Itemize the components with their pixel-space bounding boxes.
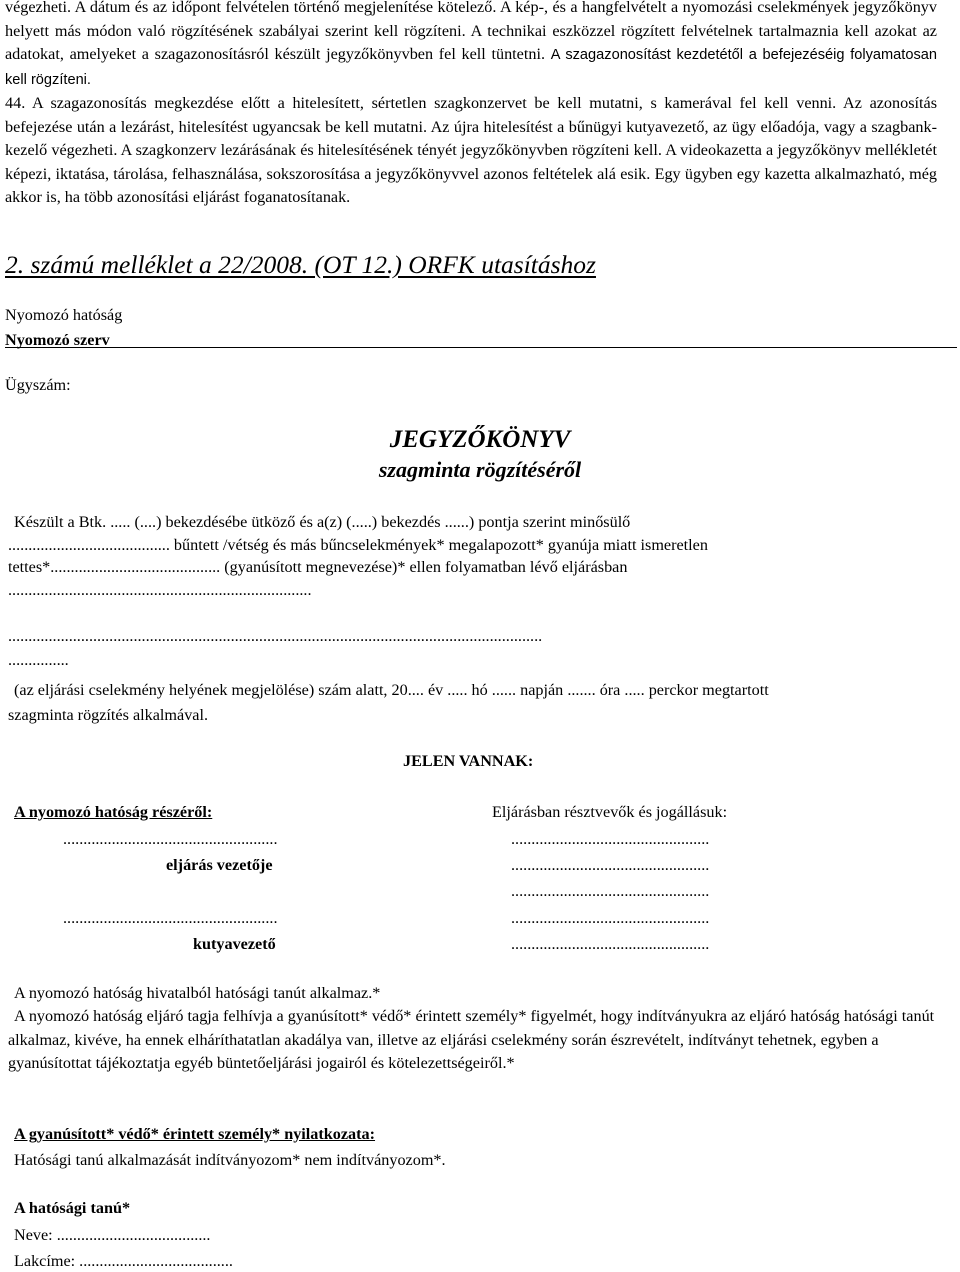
intro-paragraph-1-serif: végezheti. A dátum és az időpont felvételen történő megjelenítése kötelező. A kép-, és a hangfelvételt a nyomozási cselekmények jegyzőkönyv helyett más módon való rögzítésének szabályai szerint kell rögzíteni. A technikai eszközzel rögzített felvételnek tartalmaznia kell azokat az adatokat, amelyeket a szagazonosításról készült jegyzőkönyvben fel kell tüntetni. — [5, 0, 937, 63]
witness-paragraph-text: A nyomozó hatóság eljáró tagja felhívja a gyanúsított* védő* érintett személy* figyelmét, hogy indítványukra az eljáró hatóság hatósági tanút alkalmaz, kivéve, ha ennek elháríthatatlan akadálya van, illetve az eljárási cselekmény során észrevételt, indítványt tehetnek, egyben a gyanúsítottat tájékoztatja egyéb büntetőeljárási jogairól és kötelezettségeiről.* — [8, 1007, 935, 1072]
signature-line-lead: ..................................................... — [63, 830, 278, 848]
authority-label: Nyomozó hatóság — [5, 306, 123, 324]
body-line-5: .................................................................................................................................... — [8, 627, 543, 645]
statement-text: Hatósági tanú alkalmazását indítványozom* nem indítványozom*. — [14, 1151, 446, 1169]
witness-name-field: Neve: ...................................... — [14, 1226, 211, 1244]
document-subtitle: szagminta rögzítéséről — [378, 457, 582, 482]
document-title: JEGYZŐKÖNYV — [389, 426, 571, 453]
role-lead-investigator: eljárás vezetője — [166, 856, 273, 874]
witness-paragraph — [8, 1005, 938, 1076]
participant-line-5: ................................................. — [511, 935, 710, 953]
participant-line-3: ................................................. — [511, 882, 710, 900]
statement-heading: A gyanúsított* védő* érintett személy* nyilatkozata: — [14, 1125, 376, 1143]
intro-paragraph-1-sans: A szagazonosítást kezdetétől a befejezéséig folyamatosan kell rögzíteni. — [5, 47, 937, 88]
intro-text — [5, 0, 937, 210]
participant-line-1: ................................................. — [511, 830, 710, 848]
body-line-2: ........................................ bűntett /vétség és más bűncselekmények* megalapozott* gyanúja miatt ismeretlen — [8, 536, 708, 554]
body-line-7: (az eljárási cselekmény helyének megjelölése) szám alatt, 20.... év ..... hó ...... napján ....... óra ..... perckor megtartott — [14, 681, 769, 699]
organ-label: Nyomozó szerv — [5, 331, 110, 349]
witness-address-field: Lakcíme: ...................................... — [14, 1252, 233, 1270]
case-number-label: Ügyszám: — [5, 376, 71, 394]
signature-line-handler: ..................................................... — [63, 909, 278, 927]
official-witness-heading: A hatósági tanú* — [14, 1199, 131, 1217]
present-heading: JELEN VANNAK: — [403, 752, 534, 770]
body-line-6: ............... — [8, 651, 69, 669]
authority-side-heading: A nyomozó hatóság részéről: — [14, 803, 213, 821]
body-line-4: ........................................................................... — [8, 581, 312, 599]
participant-line-4: ................................................. — [511, 909, 710, 927]
intro-paragraph-2: 44. A szagazonosítás megkezdése előtt a hitelesített, sértetlen szagkonzervet be kell mutatni, s kamerával fel kell venni. Az azonosítás befejezése után a lezárást, hitelesítést ugyancsak be kell mutatni. Az újra hitelesítést a bűnügyi kutyavezető, az ügy előadója, vagy a szagbank-kezelő végezheti. A szagkonzerv lezárásának és hitelesítésének tényét jegyzőkönyvben rögzíteni kell. A videokazetta a jegyzőkönyv mellékletét képezi, iktatása, tárolása, felhasználása, sokszorosítása a jegyzőkönyvvel azonos feltételek alá esik. Egy ügyben egy kazetta alkalmazható, még akkor is, ha több azonosítási eljárást foganatosítanak. — [5, 94, 937, 206]
participant-line-2: ................................................. — [511, 856, 710, 874]
intro-paragraph-1 — [5, 0, 937, 92]
role-dog-handler: kutyavezető — [193, 935, 276, 953]
header-divider — [5, 347, 957, 348]
body-line-8: szagminta rögzítés alkalmával. — [8, 706, 209, 724]
body-line-1: Készült a Btk. ..... (....) bekezdésébe ütköző és a(z) (.....) bekezdés ......) pontja szerint minősülő — [14, 513, 631, 531]
body-line-3: tettes*.......................................... (gyanúsított megnevezése)* ellen folyamatban lévő eljárásban — [8, 558, 628, 576]
participants-heading: Eljárásban résztvevők és jogállásuk: — [492, 803, 728, 821]
official-witness-notice: A nyomozó hatóság hivatalból hatósági tanút alkalmaz.* — [14, 984, 381, 1002]
annex-title: 2. számú melléklet a 22/2008. (OT 12.) ORFK utasításhoz — [5, 250, 596, 279]
